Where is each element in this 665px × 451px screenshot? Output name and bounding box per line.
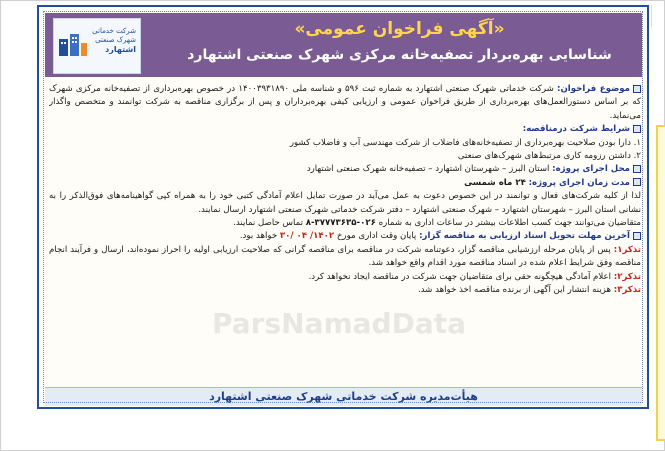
subject-paragraph xyxy=(49,83,641,123)
contact-text-2: تماس حاصل نمایند. xyxy=(233,218,303,229)
logo-line-2: شهرک صنعتی xyxy=(95,36,136,44)
divider-line xyxy=(651,5,665,27)
note-3-label: تذکر۳: xyxy=(613,285,641,296)
subject-label: موضوع فراخوان: xyxy=(557,84,631,94)
note-1-label: تذکر۱: xyxy=(613,244,641,255)
note-2-text: اعلام آمادگی هیچگونه حقی برای متقاضیان جهت شرکت در مناقصه ایجاد نخواهد کرد. xyxy=(308,271,612,282)
location-text: استان البرز – شهرستان اشتهارد – تصفیه‌خانه شهرک صنعتی اشتهارد xyxy=(306,164,550,175)
contact-text-1: متقاضیان می‌توانند جهت کسب اطلاعات بیشتر در ساعات اداری به شماره xyxy=(378,218,641,229)
deadline-paragraph xyxy=(49,230,641,243)
deadline-date: ۱۴۰۲/ ۰۴ /۳۰ xyxy=(279,231,335,242)
note-3-paragraph xyxy=(49,284,641,297)
condition-item-2: ۲. داشتن رزومه کاری مرتبط‌های شهرک‌های صنعتی xyxy=(457,151,641,162)
deadline-text-1: پایان وقت اداری مورخ xyxy=(336,231,417,242)
condition-item-1: ۱. دارا بودن صلاحیت بهره‌برداری از تصفیه‌خانه‌های فاضلاب از شرکت مهندسی آب و فاضلاب کشور xyxy=(289,137,641,148)
note-2-label: تذکر۲: xyxy=(613,271,641,282)
invite-paragraph: لذا از کلیه شرکت‌های فعال و توانمند در این خصوص دعوت به عمل می‌آید در صورت تمایل اعلام آمادگی کتبی خود را به همراه کپی گواهینامه‌های فوق‌الذکر را به نشانی استان البرز – شهرستان اشتهارد – شهرک صنعتی اشتهارد – دفتر شرکت خدماتی شهرک صنعتی اشتهارد ارسال نمایند. xyxy=(49,191,641,215)
location-label: محل اجرای پروژه: xyxy=(552,164,630,175)
deadline-text-2: خواهد بود. xyxy=(239,231,278,242)
bullet-square-icon xyxy=(633,85,641,93)
subject-text: شرکت خدماتی شهرک صنعتی اشتهارد به شماره ثبت ۵۹۶ و شناسه ملی ۱۴۰۰۳۹۳۱۸۹۰ در خصوص بهره‌برداری از تصفیه‌خانه مرکزی شهرک که بر اساس دستورالعمل‌های بهره‌برداری از طریق فراخوان عمومی و ارزیابی کیفی بهره‌برداران و پس از برگزاری مناقصه به شرکت توانمند و متخصص واگذار می‌نماید. xyxy=(49,84,641,121)
announcement-title: «آگهی فراخوان عمومی» xyxy=(294,19,505,39)
duration-paragraph xyxy=(49,177,641,190)
contact-paragraph xyxy=(49,217,641,230)
logo-text xyxy=(90,27,136,54)
note-1-text: پس از پایان مرحله ارزشیابی مناقصه گزار، دعوتنامه شرکت در مناقصه برای مناقصه گرانی که صلاحیت ارزیابی اولیه را احراز نموده‌اند، ارسال و فرآیند انجام مناقصه وفق شرایط اعلام شده در اسناد مناقصه مورد اقدام واقع خواهد شد. xyxy=(49,244,641,269)
conditions-label: شرایط شرکت درمناقصه: xyxy=(522,124,630,135)
duration-label: مدت زمان اجرای پروژه: xyxy=(528,177,630,188)
building-logo-icon xyxy=(58,33,88,57)
conditions-heading xyxy=(49,123,641,136)
deadline-label: آخرین مهلت تحویل اسناد ارزیابی به مناقصه گزار: xyxy=(419,231,630,242)
note-3-text: هزینه انتشار این آگهی از برنده مناقصه اخذ خواهد شد. xyxy=(417,285,612,296)
announcement-subtitle: شناسایی بهره‌بردار تصفیه‌خانه مرکزی شهرک صنعتی اشتهارد xyxy=(187,47,612,63)
watermark: ParsNamadData xyxy=(212,307,466,340)
company-logo xyxy=(53,18,141,74)
bullet-square-icon xyxy=(633,178,641,186)
location-paragraph xyxy=(49,163,641,176)
bullet-square-icon xyxy=(633,125,641,133)
logo-line-1: شرکت خدماتی xyxy=(92,27,136,35)
logo-line-3: اشتهارد xyxy=(105,45,136,54)
duration-text: ۲۴ ماه شمسی xyxy=(464,177,526,188)
note-1-paragraph xyxy=(49,244,641,271)
signature-footer: هیأت‌مدیره شرکت خدماتی شهرک صنعتی اشتهارد xyxy=(45,387,642,406)
announcement-card xyxy=(37,5,649,409)
bullet-square-icon xyxy=(633,232,641,240)
adjacent-ad-strip xyxy=(656,125,665,441)
announcement-header xyxy=(45,13,642,77)
note-2-paragraph xyxy=(49,271,641,284)
bullet-square-icon xyxy=(633,165,641,173)
announcement-body xyxy=(49,83,641,381)
contact-phone: ۰۲۶-۳۷۷۷۳۶۳۵-۸ xyxy=(305,218,376,229)
